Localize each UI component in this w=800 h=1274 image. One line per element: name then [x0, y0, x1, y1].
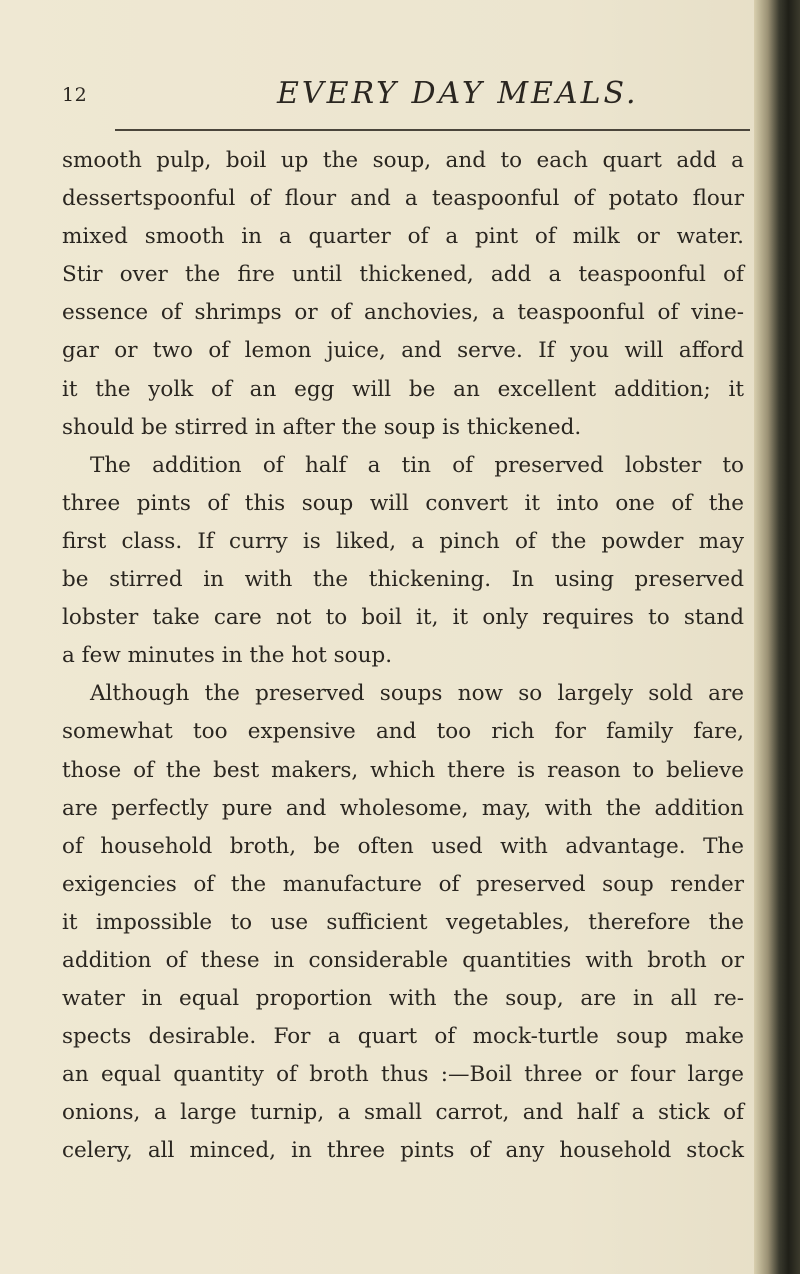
text-line: water in equal proportion with the soup, are in all re-: [62, 986, 744, 1012]
text-line: it impossible to use sufficient vegetables, therefore the: [62, 909, 744, 935]
page-edge-shadow: [754, 0, 800, 1274]
body-text: [62, 142, 744, 1171]
text-line: exigencies of the manufacture of preserved soup render: [62, 871, 744, 897]
text-line: of household broth, be often used with advantage. The: [62, 833, 744, 859]
text-line: be stirred in with the thickening. In using preserved: [62, 567, 744, 593]
page-header: [62, 72, 752, 122]
text-line: an equal quantity of broth thus :—Boil three or four large: [62, 1062, 744, 1088]
text-line: dessertspoonful of flour and a teaspoonful of potato flour: [62, 186, 744, 212]
text-line: a few minutes in the hot soup.: [62, 643, 393, 669]
text-line: smooth pulp, boil up the soup, and to each quart add a: [62, 148, 744, 173]
text-line: gar or two of lemon juice, and serve. If you will afford: [62, 338, 744, 364]
text-line: it the yolk of an egg will be an excellent addition; it: [62, 376, 744, 402]
text-line: Stir over the fire until thickened, add a teaspoonful of: [62, 262, 744, 288]
text-line: addition of these in considerable quantities with broth or: [62, 947, 744, 973]
page-number: 12: [62, 84, 88, 106]
text-line: lobster take care not to boil it, it only requires to stand: [62, 605, 744, 631]
text-line: somewhat too expensive and too rich for family fare,: [62, 719, 744, 745]
text-line: The addition of half a tin of preserved lobster to: [90, 452, 744, 478]
text-line: essence of shrimps or of anchovies, a teaspoonful of vine-: [62, 300, 744, 326]
text-line: mixed smooth in a quarter of a pint of milk or water.: [62, 224, 744, 250]
text-line: should be stirred in after the soup is thickened.: [62, 414, 582, 440]
text-line: spects desirable. For a quart of mock-turtle soup make: [62, 1024, 744, 1050]
header-rule: [115, 129, 750, 131]
running-head: EVERY DAY MEALS.: [277, 76, 639, 111]
text-line: celery, all minced, in three pints of any household stock: [62, 1138, 744, 1164]
text-line: three pints of this soup will convert it into one of the: [62, 490, 744, 516]
text-line: are perfectly pure and wholesome, may, with the addition: [62, 795, 744, 821]
text-line: onions, a large turnip, a small carrot, and half a stick of: [62, 1100, 744, 1126]
text-line: those of the best makers, which there is reason to believe: [62, 757, 744, 783]
text-line: first class. If curry is liked, a pinch of the powder may: [62, 528, 744, 554]
text-line: Although the preserved soups now so largely sold are: [90, 681, 744, 707]
